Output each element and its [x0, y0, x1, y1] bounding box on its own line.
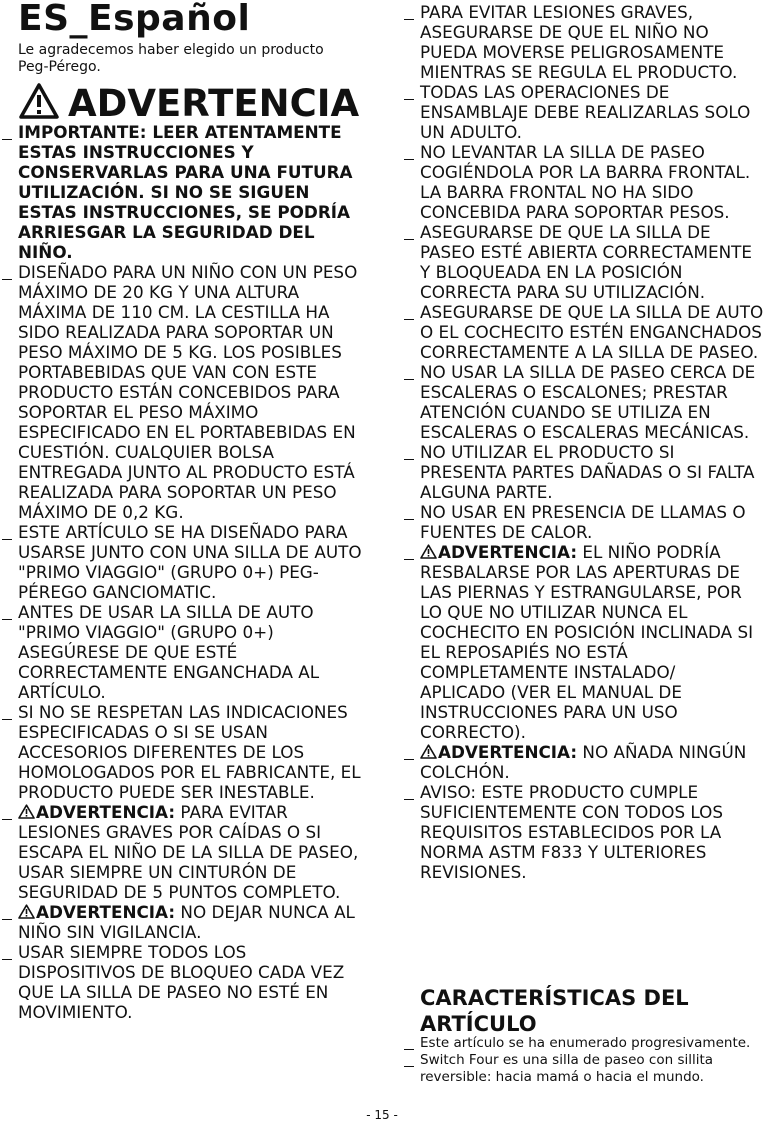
list-item	[18, 802, 366, 902]
warning-triangle-icon	[420, 544, 437, 559]
item-text: ESTE ARTÍCULO SE HA DISEÑADO PARA USARSE JUNTO CON UNA SILLA DE AUTO "PRIMO VIAGGIO" (GRUPO 0+) PEG-PÉREGO GANCIOMATIC.	[18, 522, 362, 602]
item-text: ASEGURARSE DE QUE LA SILLA DE AUTO O EL COCHECITO ESTÉN ENGANCHADOS CORRECTAMENTE A LA SILLA DE PASEO.	[420, 302, 764, 362]
bullet-dash	[2, 942, 12, 962]
bullet-dash	[404, 2, 414, 22]
bullet-dash	[404, 1052, 414, 1069]
feature-item	[420, 1052, 764, 1086]
list-item	[420, 542, 764, 742]
item-text: PARA EVITAR LESIONES GRAVES, ASEGURARSE DE QUE EL NIÑO NO PUEDA MOVERSE PELIGROSAMENTE MIENTRAS SE REGULA EL PRODUCTO.	[420, 2, 738, 82]
list-item	[18, 942, 366, 1022]
bullet-dash	[404, 362, 414, 382]
list-item	[420, 222, 764, 302]
list-item	[18, 262, 366, 522]
bullet-dash	[404, 82, 414, 102]
list-item	[18, 122, 366, 262]
item-text: ANTES DE USAR LA SILLA DE AUTO "PRIMO VIAGGIO" (GRUPO 0+) ASEGÚRESE DE QUE ESTÉ CORRECTAMENTE ENGANCHADA AL ARTÍCULO.	[18, 602, 320, 702]
feature-item-text: Este artículo se ha enumerado progresivamente.	[420, 1035, 751, 1051]
list-item	[420, 142, 764, 222]
item-text: NO AÑADA NINGÚN COLCHÓN.	[420, 742, 747, 782]
bullet-dash	[404, 502, 414, 522]
list-item	[420, 502, 764, 542]
list-item	[420, 82, 764, 142]
item-bold-text: ADVERTENCIA:	[36, 902, 176, 922]
item-text: NO LEVANTAR LA SILLA DE PASEO COGIÉNDOLA POR LA BARRA FRONTAL. LA BARRA FRONTAL NO HA SIDO CONCEBIDA PARA SOPORTAR PESOS.	[420, 142, 751, 222]
item-text: NO UTILIZAR EL PRODUCTO SI PRESENTA PARTES DAÑADAS O SI FALTA ALGUNA PARTE.	[420, 442, 755, 502]
item-text: NO USAR EN PRESENCIA DE LLAMAS O FUENTES DE CALOR.	[420, 502, 746, 542]
feature-list	[420, 1035, 764, 1086]
warning-triangle-icon	[18, 82, 60, 120]
warning-heading-label: ADVERTENCIA	[68, 82, 360, 125]
bullet-dash	[404, 142, 414, 162]
bullet-dash	[2, 802, 12, 822]
list-item	[420, 782, 764, 882]
item-bold-text: ADVERTENCIA:	[438, 742, 578, 762]
list-item	[420, 442, 764, 502]
item-text: NO USAR LA SILLA DE PASEO CERCA DE ESCALERAS O ESCALONES; PRESTAR ATENCIÓN CUANDO SE UTILIZA EN ESCALERAS O ESCALERAS MECÁNICAS.	[420, 362, 756, 442]
warning-triangle-icon	[18, 804, 35, 819]
list-item	[18, 602, 366, 702]
features-heading: CARACTERÍSTICAS DEL ARTÍCULO	[420, 986, 689, 1036]
bullet-dash	[404, 782, 414, 802]
item-text: PARA EVITAR LESIONES GRAVES POR CAÍDAS O SI ESCAPA EL NIÑO DE LA SILLA DE PASEO, USAR SIEMPRE UN CINTURÓN DE SEGURIDAD DE 5 PUNTOS COMPLETO.	[18, 802, 359, 902]
right-warning-list	[420, 2, 764, 882]
item-bold-text: ADVERTENCIA:	[438, 542, 578, 562]
bullet-dash	[404, 742, 414, 762]
item-text: EL NIÑO PODRÍA RESBALARSE POR LAS APERTURAS DE LAS PIERNAS Y ESTRANGULARSE, POR LO QUE NO UTILIZAR NUNCA EL COCHECITO EN POSICIÓN INCLINADA SI EL REPOSAPIÉS NO ESTÁ COMPLETAMENTE INSTALADO/ APLICADO (VER EL MANUAL DE INSTRUCCIONES PARA UN USO CORRECTO).	[420, 542, 754, 742]
bullet-dash	[404, 222, 414, 242]
warning-triangle-icon	[18, 904, 35, 919]
intro-text: Le agradecemos haber elegido un producto Peg-Pérego.	[18, 42, 324, 75]
left-warning-list	[18, 122, 366, 1022]
item-text: USAR SIEMPRE TODOS LOS DISPOSITIVOS DE BLOQUEO CADA VEZ QUE LA SILLA DE PASEO NO ESTÉ EN MOVIMIENTO.	[18, 942, 345, 1022]
bullet-dash	[404, 442, 414, 462]
bullet-dash	[2, 602, 12, 622]
item-text: DISEÑADO PARA UN NIÑO CON UN PESO MÁXIMO DE 20 KG Y UNA ALTURA MÁXIMA DE 110 CM. LA CESTILLA HA SIDO REALIZADA PARA SOPORTAR UN PESO MÁXIMO DE 5 KG. LOS POSIBLES PORTABEBIDAS QUE VAN CON ESTE PRODUCTO ESTÁN CONCEBIDOS PARA SOPORTAR EL PESO MÁXIMO ESPECIFICADO EN EL PORTABEBIDAS EN CUESTIÓN. CUALQUIER BOLSA ENTREGADA JUNTO AL PRODUCTO ESTÁ REALIZADA PARA SOPORTAR UN PESO MÁXIMO DE 0,2 KG.	[18, 262, 358, 522]
item-bold-text: IMPORTANTE: LEER ATENTAMENTE ESTAS INSTRUCCIONES Y CONSERVARLAS PARA UNA FUTURA UTILIZACIÓN. SI NO SE SIGUEN ESTAS INSTRUCCIONES, SE PODRÍA ARRIESGAR LA SEGURIDAD DEL NIÑO.	[18, 122, 353, 262]
item-text: ASEGURARSE DE QUE LA SILLA DE PASEO ESTÉ ABIERTA CORRECTAMENTE Y BLOQUEADA EN LA POSICIÓN CORRECTA PARA SU UTILIZACIÓN.	[420, 222, 752, 302]
bullet-dash	[404, 1035, 414, 1052]
bullet-dash	[2, 902, 12, 922]
item-text: AVISO: ESTE PRODUCTO CUMPLE SUFICIENTEMENTE CON TODOS LOS REQUISITOS ESTABLECIDOS POR LA NORMA ASTM F833 Y ULTERIORES REVISIONES.	[420, 782, 724, 882]
list-item	[18, 702, 366, 802]
list-item	[18, 522, 366, 602]
item-text: SI NO SE RESPETAN LAS INDICACIONES ESPECIFICADAS O SI SE USAN ACCESORIOS DIFERENTES DE LOS HOMOLOGADOS POR EL FABRICANTE, EL PRODUCTO PUEDE SER INESTABLE.	[18, 702, 361, 802]
item-text: TODAS LAS OPERACIONES DE ENSAMBLAJE DEBE REALIZARLAS SOLO UN ADULTO.	[420, 82, 751, 142]
list-item	[420, 2, 764, 82]
warning-triangle-icon	[420, 744, 437, 759]
bullet-dash	[2, 702, 12, 722]
bullet-dash	[2, 122, 12, 142]
list-item	[420, 742, 764, 782]
bullet-dash	[2, 262, 12, 282]
bullet-dash	[404, 302, 414, 322]
page-number: - 15 -	[366, 1108, 398, 1122]
page-title: ES_Español	[18, 0, 251, 39]
item-bold-text: ADVERTENCIA:	[36, 802, 176, 822]
bullet-dash	[2, 522, 12, 542]
bullet-dash	[404, 542, 414, 562]
feature-item	[420, 1035, 764, 1052]
item-text: NO DEJAR NUNCA AL NIÑO SIN VIGILANCIA.	[18, 902, 355, 942]
list-item	[18, 902, 366, 942]
warning-heading	[18, 82, 359, 125]
list-item	[420, 362, 764, 442]
feature-item-text: Switch Four es una silla de paseo con sillita reversible: hacia mamá o hacia el mundo.	[420, 1052, 714, 1085]
list-item	[420, 302, 764, 362]
